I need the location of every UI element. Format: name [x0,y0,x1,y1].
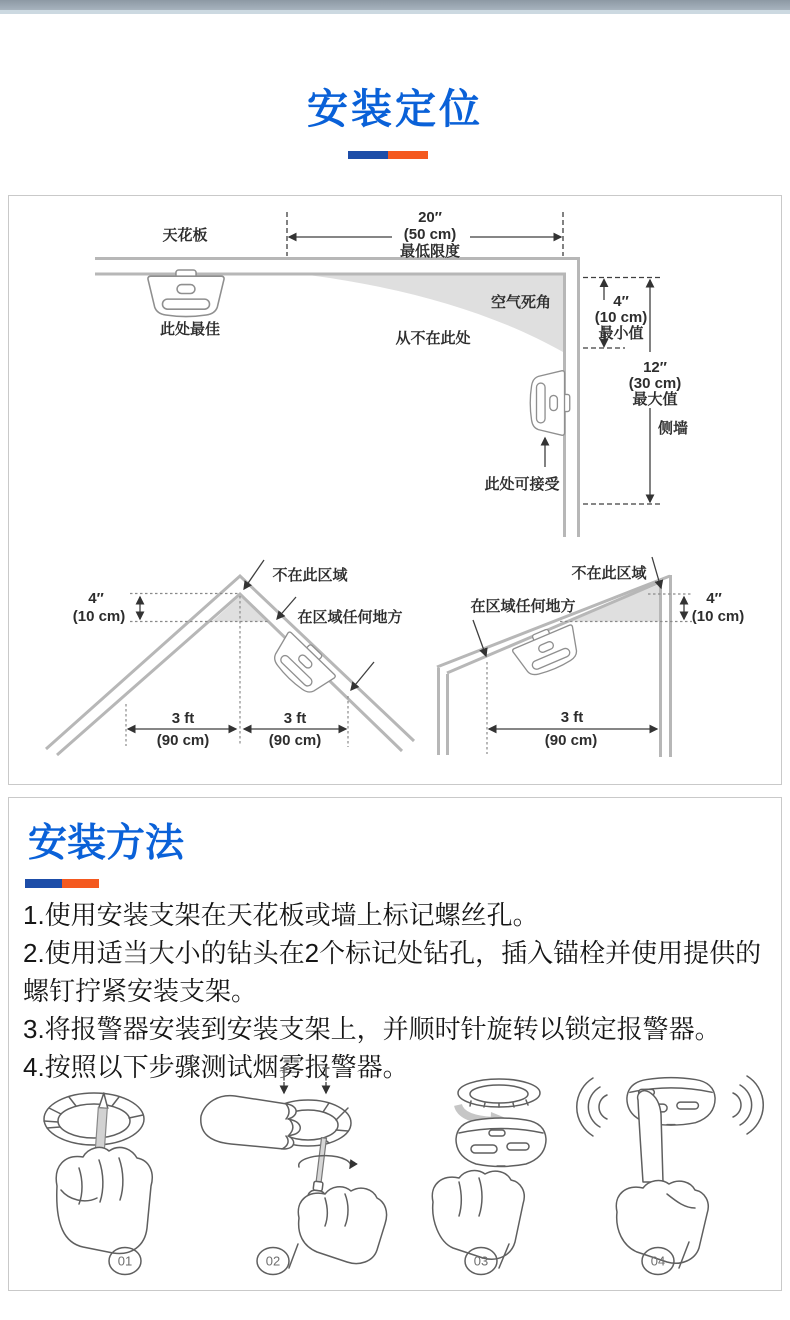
dim-20in-caption: 最低限度 [399,243,461,260]
label-ceiling: 天花板 [162,227,208,244]
dim-4in-value: 4″ [613,293,629,310]
page-title: 安装定位 [307,86,483,132]
method-panel [8,797,782,1291]
dim-20in-metric: (50 cm) [403,226,457,243]
top-bar [0,0,790,10]
peaked-roof-diagram [46,560,414,755]
slope-anywhere: 在区域任何地方 [470,598,576,615]
install-steps [23,896,769,1086]
dim-4in-caption: 最小值 [598,325,644,342]
step-badge-4: 04 [650,1253,666,1269]
dim-20in-value: 20″ [418,209,442,226]
peak-right-cm: (90 cm) [268,732,322,749]
peak-dim-4in-value: 4″ [88,590,104,607]
sloped-ceiling-diagram [437,557,744,757]
peak-left-ft: 3 ft [171,710,195,727]
ceiling-corner-diagram [95,209,688,537]
dim-12in-caption: 最大值 [632,391,678,408]
step-badges [109,1248,674,1275]
dim-12in-value: 12″ [643,359,667,376]
top-bar-accent [0,10,790,14]
test-steps-illustration [9,1066,781,1290]
label-best-here: 此处最佳 [159,321,221,338]
step-badge-2: 02 [265,1253,281,1269]
install-step-3: 3.将报警器安装到安装支架上，并顺时针旋转以锁定报警器。 [23,1014,721,1044]
slope-dim-4in-metric: (10 cm) [691,608,745,625]
install-step-4: 4.按照以下步骤测试烟雾报警器。 [23,1052,409,1082]
peak-left-cm: (90 cm) [156,732,210,749]
install-step-2: 2.使用适当大小的钻头在2个标记处钻孔，插入锚栓并使用提供的螺钉拧紧安装支架。 [23,938,762,1006]
step-badge-3: 03 [473,1253,489,1269]
step1-mark-holes-art [44,1093,152,1254]
label-side-wall: 侧墙 [657,420,689,437]
section-title: 安装方法 [28,822,185,865]
positioning-panel [8,195,782,785]
step4-test-alarm-art [577,1076,764,1268]
step2-screw-bracket-art [201,1068,387,1268]
divider-blue-segment [25,879,62,888]
label-dead-air: 空气死角 [490,294,552,311]
label-acceptable-here: 此处可接受 [484,476,560,493]
slope-dim-4in-value: 4″ [706,590,722,607]
divider-orange-segment [388,151,428,159]
step-badge-1: 01 [117,1253,133,1269]
install-step-1: 1.使用安装支架在天花板或墙上标记螺丝孔。 [23,900,539,930]
positioning-diagram [9,196,781,784]
step3-twist-lock-art [432,1079,546,1268]
slope-not-in-area: 不在此区域 [571,565,647,582]
dim-4in-metric: (10 cm) [594,309,648,326]
peak-anywhere: 在区域任何地方 [297,609,403,626]
divider-blue-segment [348,151,388,159]
peak-right-ft: 3 ft [283,710,307,727]
label-never-here: 从不在此处 [395,330,471,347]
slope-cm: (90 cm) [544,732,598,749]
slope-ft: 3 ft [560,709,584,726]
peak-not-in-area: 不在此区域 [272,567,348,584]
peak-dim-4in-metric: (10 cm) [72,608,126,625]
divider-orange-segment [62,879,99,888]
dim-12in-metric: (30 cm) [628,375,682,392]
section-divider [25,879,99,888]
title-divider [348,151,428,159]
